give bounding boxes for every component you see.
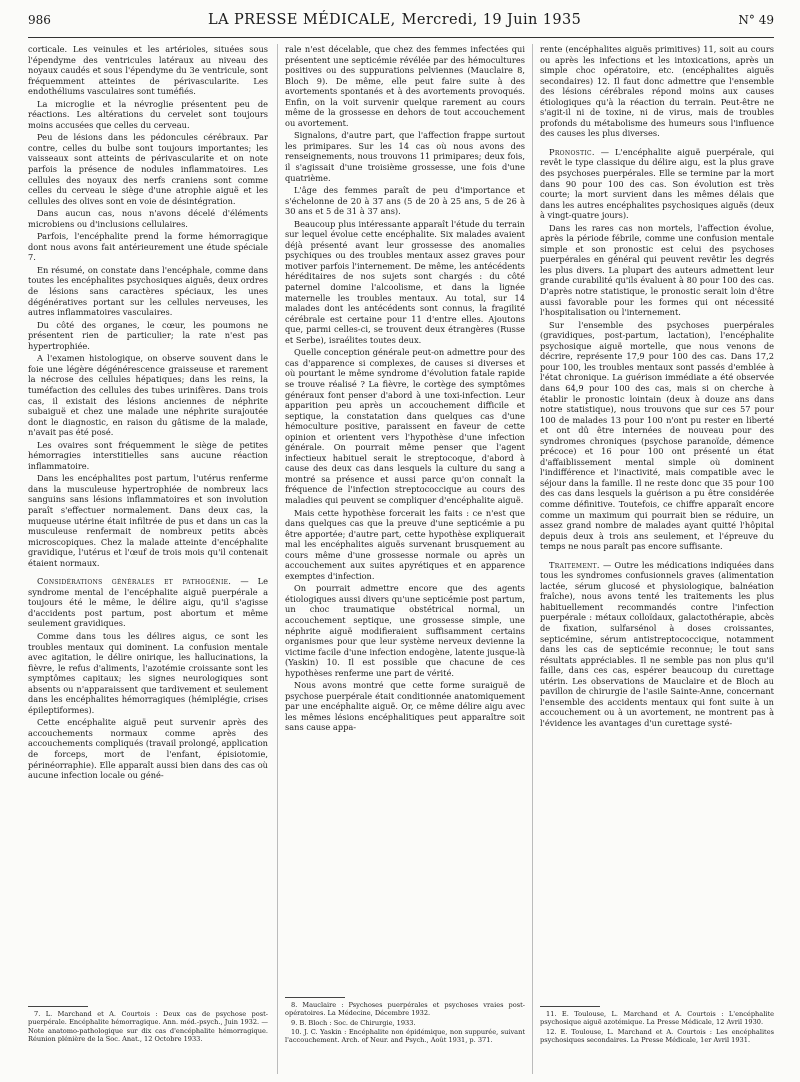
footnotes-left	[28, 1006, 268, 1044]
footnote: 7. L. Marchand et A. Courtois : Deux cas de psychose post-puerpérale. Encéphalite hémorragique. Ann. méd.-psych., Juin 1932. — Note anatomo-pathologique sur dix cas d'encéphalite hémorragique. Réunion plénière de la Soc. Anat., 12 Octobre 1933.	[28, 1010, 268, 1043]
section-paragraph	[28, 576, 268, 629]
footnote: 9. B. Bloch : Soc. de Chirurgie, 1933.	[291, 1018, 416, 1027]
paragraph: Parfois, l'encéphalite prend la forme hémorragique dont nous avons fait antérieurement une étude spéciale 7.	[28, 231, 268, 263]
column-divider	[277, 44, 278, 1074]
paragraph: Beaucoup plus intéressante apparaît l'étude du terrain sur lequel évolue cette encéphalite. Six malades avaient déjà présenté avant leur grossesse des anomalies psychiques ou des troubles mentaux assez graves pour motiver parfois l'internement. De même, les antécédents héréditaires de nos sujets sont chargés : du côté paternel domine l'alcoolisme, et dans la lignée maternelle les troubles mentaux. Au total, sur 14 malades dont les antécédents sont connus, la fragilité cérébrale est certaine pour 11 d'entre elles. Ajoutons que, parmi celles-ci, se trouvent deux étrangères (Russe et Serbe), israélites toutes deux.	[285, 218, 525, 345]
paragraph: rente (encéphalites aiguës primitives) 11, soit au cours ou après les infections et les intoxications, après un simple choc opératoire, etc. (encéphalites aiguës secondaires) 12. Il faut donc admettre que l'ensemble des lésions cérébrales répond moins aux causes étiologiques qu'à la réaction du terrain. Peut-être ne s'agit-il ni de toxine, ni de virus, mais de troubles profonds du métabolisme des humeurs sous l'influence des causes les plus diverses.	[540, 44, 774, 139]
footnote: 8. Mauclaire : Psychoses puerpérales et psychoses vraies post-opératoires. La Médecine, Décembre 1932.	[285, 1001, 525, 1018]
issue-date: Mercredi, 19 Juin 1935	[401, 12, 582, 28]
paragraph: On pourrait admettre encore que des agents étiologiques aussi divers qu'une septicémie post partum, un choc traumatique obstétrical normal, un accouchement septique, une grossesse simple, une néphrite aiguë modifieraient suffisamment certains organismes pour que leur système nerveux devienne la victime facile d'une infection endogène, latente jusque-là (Yaskin) 10. Il est possible que chacune de ces hypothèses renferme une part de vérité.	[285, 583, 525, 678]
journal-title	[208, 12, 581, 28]
paragraph-text: — Outre les médications indiquées dans tous les syndromes confusionnels graves (alimentation lactée, sérum glucosé et physiologique, balnéation fraîche), nous avons tenté les traitements les plus habituellement recommandés contre l'infection puerpérale : métaux colloïdaux, galactothérapie, abcès de fixation, sulfarsénol à doses croissantes, septicémine, sérum antistreptococcique, notamment dans les cas de septicémie reconnue; le tout sans résultats appréciables. Il ne semble pas non plus qu'il faille, dans ces cas, espérer beaucoup du curettage utérin. Les observations de Mauclaire et de Bloch au pavillon de chirurgie de l'asile Sainte-Anne, concernant l'ensemble des accidents mentaux qui font suite à un accouchement ou à un avortement, ne montrent pas à l'évidence les avantages d'un curettage systé-	[540, 559, 774, 728]
footnote-rule	[285, 997, 345, 998]
paragraph: Cette encéphalite aiguë peut survenir après des accouchements normaux comme après des accouchements compliqués (travail prolongé, application de forceps, mort de l'enfant, épisiotomie, périnéorraphie). Elle apparaît aussi bien dans des cas où aucune infection locale ou géné-	[28, 717, 268, 781]
paragraph: Mais cette hypothèse forcerait les faits : ce n'est que dans quelques cas que la preuve d'une septicémie a pu être apportée; d'autre part, cette hypothèse expliquerait mal les encéphalites aiguës survenant brusquement au cours même d'une grossesse normale ou après un accouchement aux suites apyrétiques et en apparence exemptes d'infection.	[285, 507, 525, 581]
section-heading: Pronostic.	[549, 146, 595, 157]
footnotes-middle	[285, 997, 525, 1045]
section-heading: Traitement.	[549, 559, 600, 570]
paragraph: Comme dans tous les délires aigus, ce sont les troubles mentaux qui dominent. La confusion mentale avec agitation, le délire onirique, les hallucinations, la fièvre, le refus d'aliments, l'azotémie croissante sont les symptômes capitaux; les signes neurologiques sont absents ou n'apparaissent que tardivement et seulement dans les encéphalites hémorragiques (hémiplégie, crises épileptiformes).	[28, 630, 268, 715]
paragraph: A l'examen histologique, on observe souvent dans le foie une légère dégénérescence graisseuse et rarement la nécrose des cellules hépatiques; dans les reins, la tuméfaction des cellules des tubes urinifères. Dans trois cas, il existait des lésions anciennes de néphrite subaiguë et chez une malade une néphrite surajoutée dont le diagnostic, en raison du gâtisme de la malade, n'avait pas été posé.	[28, 353, 268, 438]
paragraph: En résumé, on constate dans l'encéphale, comme dans toutes les encéphalites psychosiques aiguës, deux ordres de lésions sans caractères spéciaux, les unes dégénératives portant sur les cellules nerveuses, les autres inflammatoires vasculaires.	[28, 264, 268, 318]
paragraph: La microglie et la névroglie présentent peu de réactions. Les altérations du cervelet sont toujours moins accusées que celles du cerveau.	[28, 98, 268, 130]
paragraph: Les ovaires sont fréquemment le siège de petites hémorragies interstitielles sans aucune réaction inflammatoire.	[28, 439, 268, 471]
issue-number: N° 49	[738, 13, 774, 27]
column-middle	[285, 44, 525, 1047]
footnote-rule	[28, 1006, 88, 1007]
section-heading: Considérations générales et pathogénie.	[37, 576, 232, 587]
footnote: 12. E. Toulouse, L. Marchand et A. Courtois : Les encéphalites psychosiques secondaires. La Presse Médicale, 1er Avril 1931.	[540, 1027, 774, 1044]
paragraph: rale n'est décelable, que chez des femmes infectées qui présentent une septicémie révélée par des hémocultures positives ou des suppurations pelviennes (Mauclaire 8, Bloch 9). De même, elle peut faire suite à des avortements spontanés et à des avortements provoqués. Enfin, on la voit survenir quelque rarement au cours même de la grossesse en dehors de tout accouchement ou avortement.	[285, 44, 525, 128]
footnote-rule	[540, 1006, 600, 1007]
paragraph: Peu de lésions dans les pédoncules cérébraux. Par contre, celles du bulbe sont toujours importantes; les vaisseaux sont atteints de périvascularite et on note parfois la présence de nodules inflammatoires. Les cellules des noyaux des nerfs craniens sont comme celles du cerveau le siège d'une atrophie aiguë et les cellules des olives sont en voie de désintégration.	[28, 132, 268, 206]
page-number: 986	[28, 13, 51, 27]
column-divider	[532, 44, 533, 1074]
paragraph: Quelle conception générale peut-on admettre pour des cas d'apparence si complexes, de causes si diverses et où pourtant le même syndrome d'évolution fatale rapide se trouve réalisé ? La fièvre, le cortège des symptômes généraux font penser d'abord à une toxi-infection. Leur apparition peu après un accouchement difficile et septique, la constatation dans quelques cas d'une hémoculture positive, paraissent en faveur de cette opinion et orientent vers l'hypothèse d'une infection générale. On pourrait même penser que l'agent infectieux habituel serait le streptocoque, d'abord à cause des deux cas dans lesquels la culture du sang a montré sa présence et aussi parce qu'on connaît la fréquence de l'infection streptococcique au cours des maladies qui peuvent se compliquer d'encéphalite aiguë.	[285, 347, 525, 505]
column-left	[28, 44, 268, 1047]
journal-name: LA PRESSE MÉDICALE,	[208, 12, 396, 28]
column-right	[540, 44, 774, 1047]
paragraph-text: — Le syndrome mental de l'encéphalite aiguë puerpérale a toujours été le même, le délire aigu, qu'il s'agisse d'accidents post partum, post abortum et même seulement gravidiques.	[28, 576, 268, 629]
paragraph: Dans les encéphalites post partum, l'utérus renferme dans la musculeuse hypertrophiée de nombreux lacs sanguins sans lésions inflammatoires et son involution paraît s'effectuer normalement. Dans deux cas, la muqueuse utérine était infiltrée de pus et dans un cas la musculeuse renfermait de nombreux petits abcès microscopiques. Chez la malade atteinte d'encéphalite gravidique, l'utérus et l'œuf de trois mois qu'il contenait étaient normaux.	[28, 473, 268, 568]
paragraph: corticale. Les veinules et les artérioles, situées sous l'épendyme des ventricules latéraux au niveau des noyaux caudés et sous l'épendyme du 3e ventricule, sont fréquemment atteintes de périvascularite. Les endothéliums vasculaires sont tuméfiés.	[28, 44, 268, 97]
paragraph-text: — L'encéphalite aiguë puerpérale, qui revêt le type classique du délire aigu, est la plus grave des psychoses puerpérales. Elle se termine par la mort dans 90 pour 100 des cas. Son évolution est très courte; la mort survient dans les mêmes délais que dans les autres encéphalites psychosiques aiguës (deux à vingt-quatre jours).	[540, 146, 774, 221]
page-header	[28, 12, 774, 38]
paragraph: Signalons, d'autre part, que l'affection frappe surtout les primipares. Sur les 14 cas où nous avons des renseignements, nous trouvons 11 primipares; deux fois, il s'agissait d'une troisième grossesse, une fois d'une quatrième.	[285, 130, 525, 183]
paragraph: Du côté des organes, le cœur, les poumons ne présentent rien de particulier; la rate n'est pas hypertrophiée.	[28, 319, 268, 351]
section-paragraph	[540, 560, 774, 729]
paragraph: Nous avons montré que cette forme suraiguë de psychose puerpérale était conditionnée anatomiquement par une encéphalite aiguë. Or, ce même délire aigu avec les mêmes lésions encéphalitiques peut apparaître soit sans cause appa-	[285, 680, 525, 733]
footnote: 10. J. C. Yaskin : Encéphalite non épidémique, non suppurée, suivant l'accouchement. Arch. of Neur. and Psych., Août 1931, p. 371.	[285, 1027, 525, 1045]
paragraph: L'âge des femmes paraît de peu d'importance et s'échelonne de 20 à 37 ans (5 de 20 à 25 ans, 5 de 26 à 30 ans et 5 de 31 à 37 ans).	[285, 185, 525, 217]
paragraph: Sur l'ensemble des psychoses puerpérales (gravidiques, post-partum, lactation), l'encéphalite psychosique aiguë mortelle, que nous venons de décrire, représente 17,9 pour 100 des cas. Dans 17,2 pour 100, les troubles mentaux sont passés d'emblée à l'état chronique. La guérison immédiate a été observée dans 64,9 pour 100 des cas, mais si on cherche à établir le pronostic lointain (deux à douze ans dans notre statistique), nous trouvons que sur ces 57 pour 100 de malades 13 pour 100 n'ont pu rester en liberté et ont dû être internées de nouveau pour des syndromes chroniques (psychose paranoïde, démence précoce) et 16 pour 100 ont présenté un état d'affaiblissement mental simple où dominent l'indifférence et l'inactivité, mais compatible avec le séjour dans la famille. Il ne reste donc que 35 pour 100 des cas dans lesquels la guérison a pu être considérée comme définitive. Toutefois, ce chiffre apparaît encore comme un maximum qui pourrait bien se réduire, un assez grand nombre de malades ayant quitté l'hôpital depuis deux à trois ans seulement, et l'épreuve du temps ne nous paraît pas encore suffisante.	[540, 319, 774, 552]
section-paragraph	[540, 147, 774, 221]
paragraph: Dans les rares cas non mortels, l'affection évolue, après la période fébrile, comme une confusion mentale simple et son pronostic est celui des psychoses puerpérales en général qui peuvent revêtir les degrés les plus divers. La plupart des auteurs admettent leur grande curabilité qu'ils évaluent à 80 pour 100 des cas. D'après notre statistique, le pronostic serait loin d'être aussi favorable pour les formes qui ont nécessité l'hospitalisation ou l'internement.	[540, 222, 774, 318]
paragraph: Dans aucun cas, nous n'avons décelé d'éléments microbiens ou d'inclusions cellulaires.	[28, 208, 268, 229]
footnotes-right	[540, 1006, 774, 1045]
footnote: 11. E. Toulouse, L. Marchand et A. Courtois : L'encéphalite psychosique aiguë azotémique. La Presse Médicale, 12 Avril 1930.	[540, 1010, 774, 1027]
